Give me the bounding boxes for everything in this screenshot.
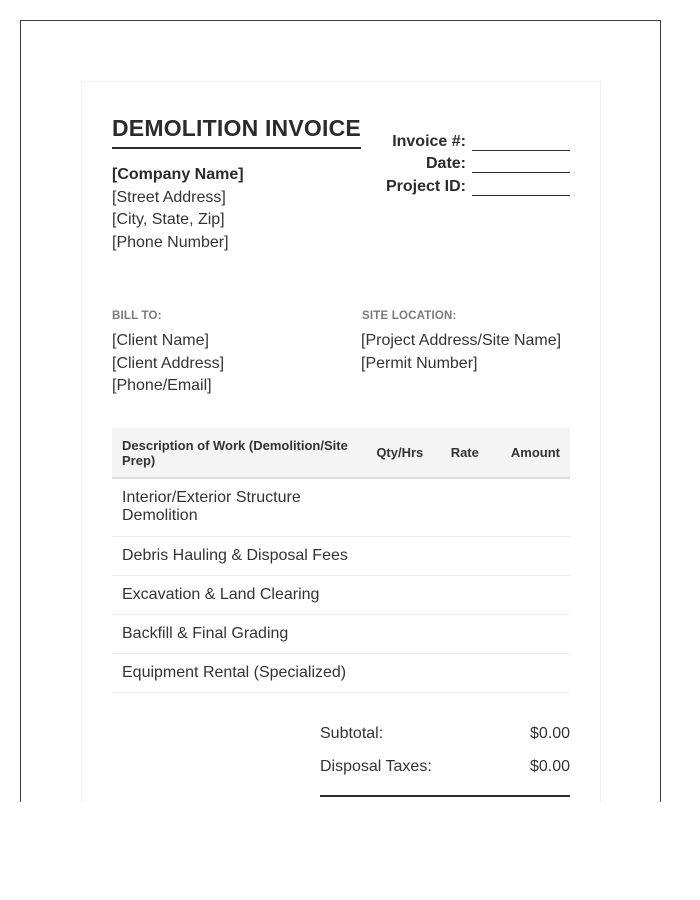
row-amount[interactable]: [492, 653, 570, 692]
row-description: Backfill & Final Grading: [112, 614, 362, 653]
company-city: [City, State, Zip]: [112, 211, 225, 228]
table-header-row: [112, 428, 570, 478]
invoice-number-field[interactable]: [472, 136, 570, 151]
site-address: [Project Address/Site Name]: [361, 332, 562, 349]
row-amount[interactable]: [492, 536, 570, 575]
client-name: [Client Name]: [112, 332, 209, 349]
bill-to-label: BILL TO:: [112, 310, 162, 322]
totals-divider: [320, 795, 570, 797]
row-description: Excavation & Land Clearing: [112, 575, 362, 614]
table-row: [112, 575, 570, 614]
table-row: [112, 614, 570, 653]
bill-to-block: [112, 330, 224, 398]
row-qty[interactable]: [362, 575, 438, 614]
row-description: Interior/Exterior Structure Demolition: [112, 478, 362, 536]
tax-value: $0.00: [529, 757, 570, 775]
invoice-title: DEMOLITION INVOICE: [112, 115, 361, 149]
row-qty[interactable]: [362, 614, 438, 653]
company-name: [Company Name]: [112, 166, 244, 183]
header-rate: Rate: [438, 428, 492, 478]
row-amount[interactable]: [492, 614, 570, 653]
row-amount[interactable]: [492, 575, 570, 614]
row-rate[interactable]: [438, 478, 492, 536]
row-rate[interactable]: [438, 536, 492, 575]
header-amount: Amount: [492, 428, 570, 478]
invoice-number-label: Invoice #:: [392, 132, 466, 150]
client-address: [Client Address]: [112, 354, 225, 372]
date-label: Date:: [425, 155, 466, 172]
tax-label: Disposal Taxes:: [320, 757, 432, 775]
header-qty: Qty/Hrs: [362, 428, 438, 478]
subtotal-label: Subtotal:: [320, 724, 384, 742]
date-field[interactable]: [472, 158, 570, 173]
subtotal-row: [320, 717, 570, 750]
table-row: [112, 536, 570, 575]
table-row: [112, 478, 570, 536]
subtotal-value: $0.00: [529, 724, 570, 742]
row-rate[interactable]: [438, 653, 492, 692]
tax-row: [320, 750, 570, 783]
invoice-number-row: [386, 128, 570, 151]
row-rate[interactable]: [438, 575, 492, 614]
site-location-label: SITE LOCATION:: [362, 310, 457, 322]
header-description: Description of Work (Demolition/Site Prep): [112, 428, 362, 478]
company-block: [112, 164, 244, 254]
row-amount[interactable]: [492, 478, 570, 536]
row-qty[interactable]: [362, 478, 438, 536]
company-street: [Street Address]: [112, 188, 226, 206]
row-description: Debris Hauling & Disposal Fees: [112, 536, 362, 575]
site-location-block: [361, 330, 561, 375]
project-id-field[interactable]: [472, 181, 570, 196]
row-qty[interactable]: [362, 536, 438, 575]
client-contact: [Phone/Email]: [112, 377, 212, 394]
project-id-label: Project ID:: [385, 177, 466, 195]
company-phone: [Phone Number]: [112, 233, 229, 251]
row-description: Equipment Rental (Specialized): [112, 653, 362, 692]
invoice-meta: [386, 128, 570, 196]
table-row: [112, 653, 570, 692]
work-items-table: [112, 428, 570, 693]
project-id-row: [386, 173, 570, 196]
date-row: [386, 151, 570, 174]
totals-block: [320, 717, 570, 797]
permit-number: [Permit Number]: [361, 354, 478, 372]
row-qty[interactable]: [362, 653, 438, 692]
row-rate[interactable]: [438, 614, 492, 653]
